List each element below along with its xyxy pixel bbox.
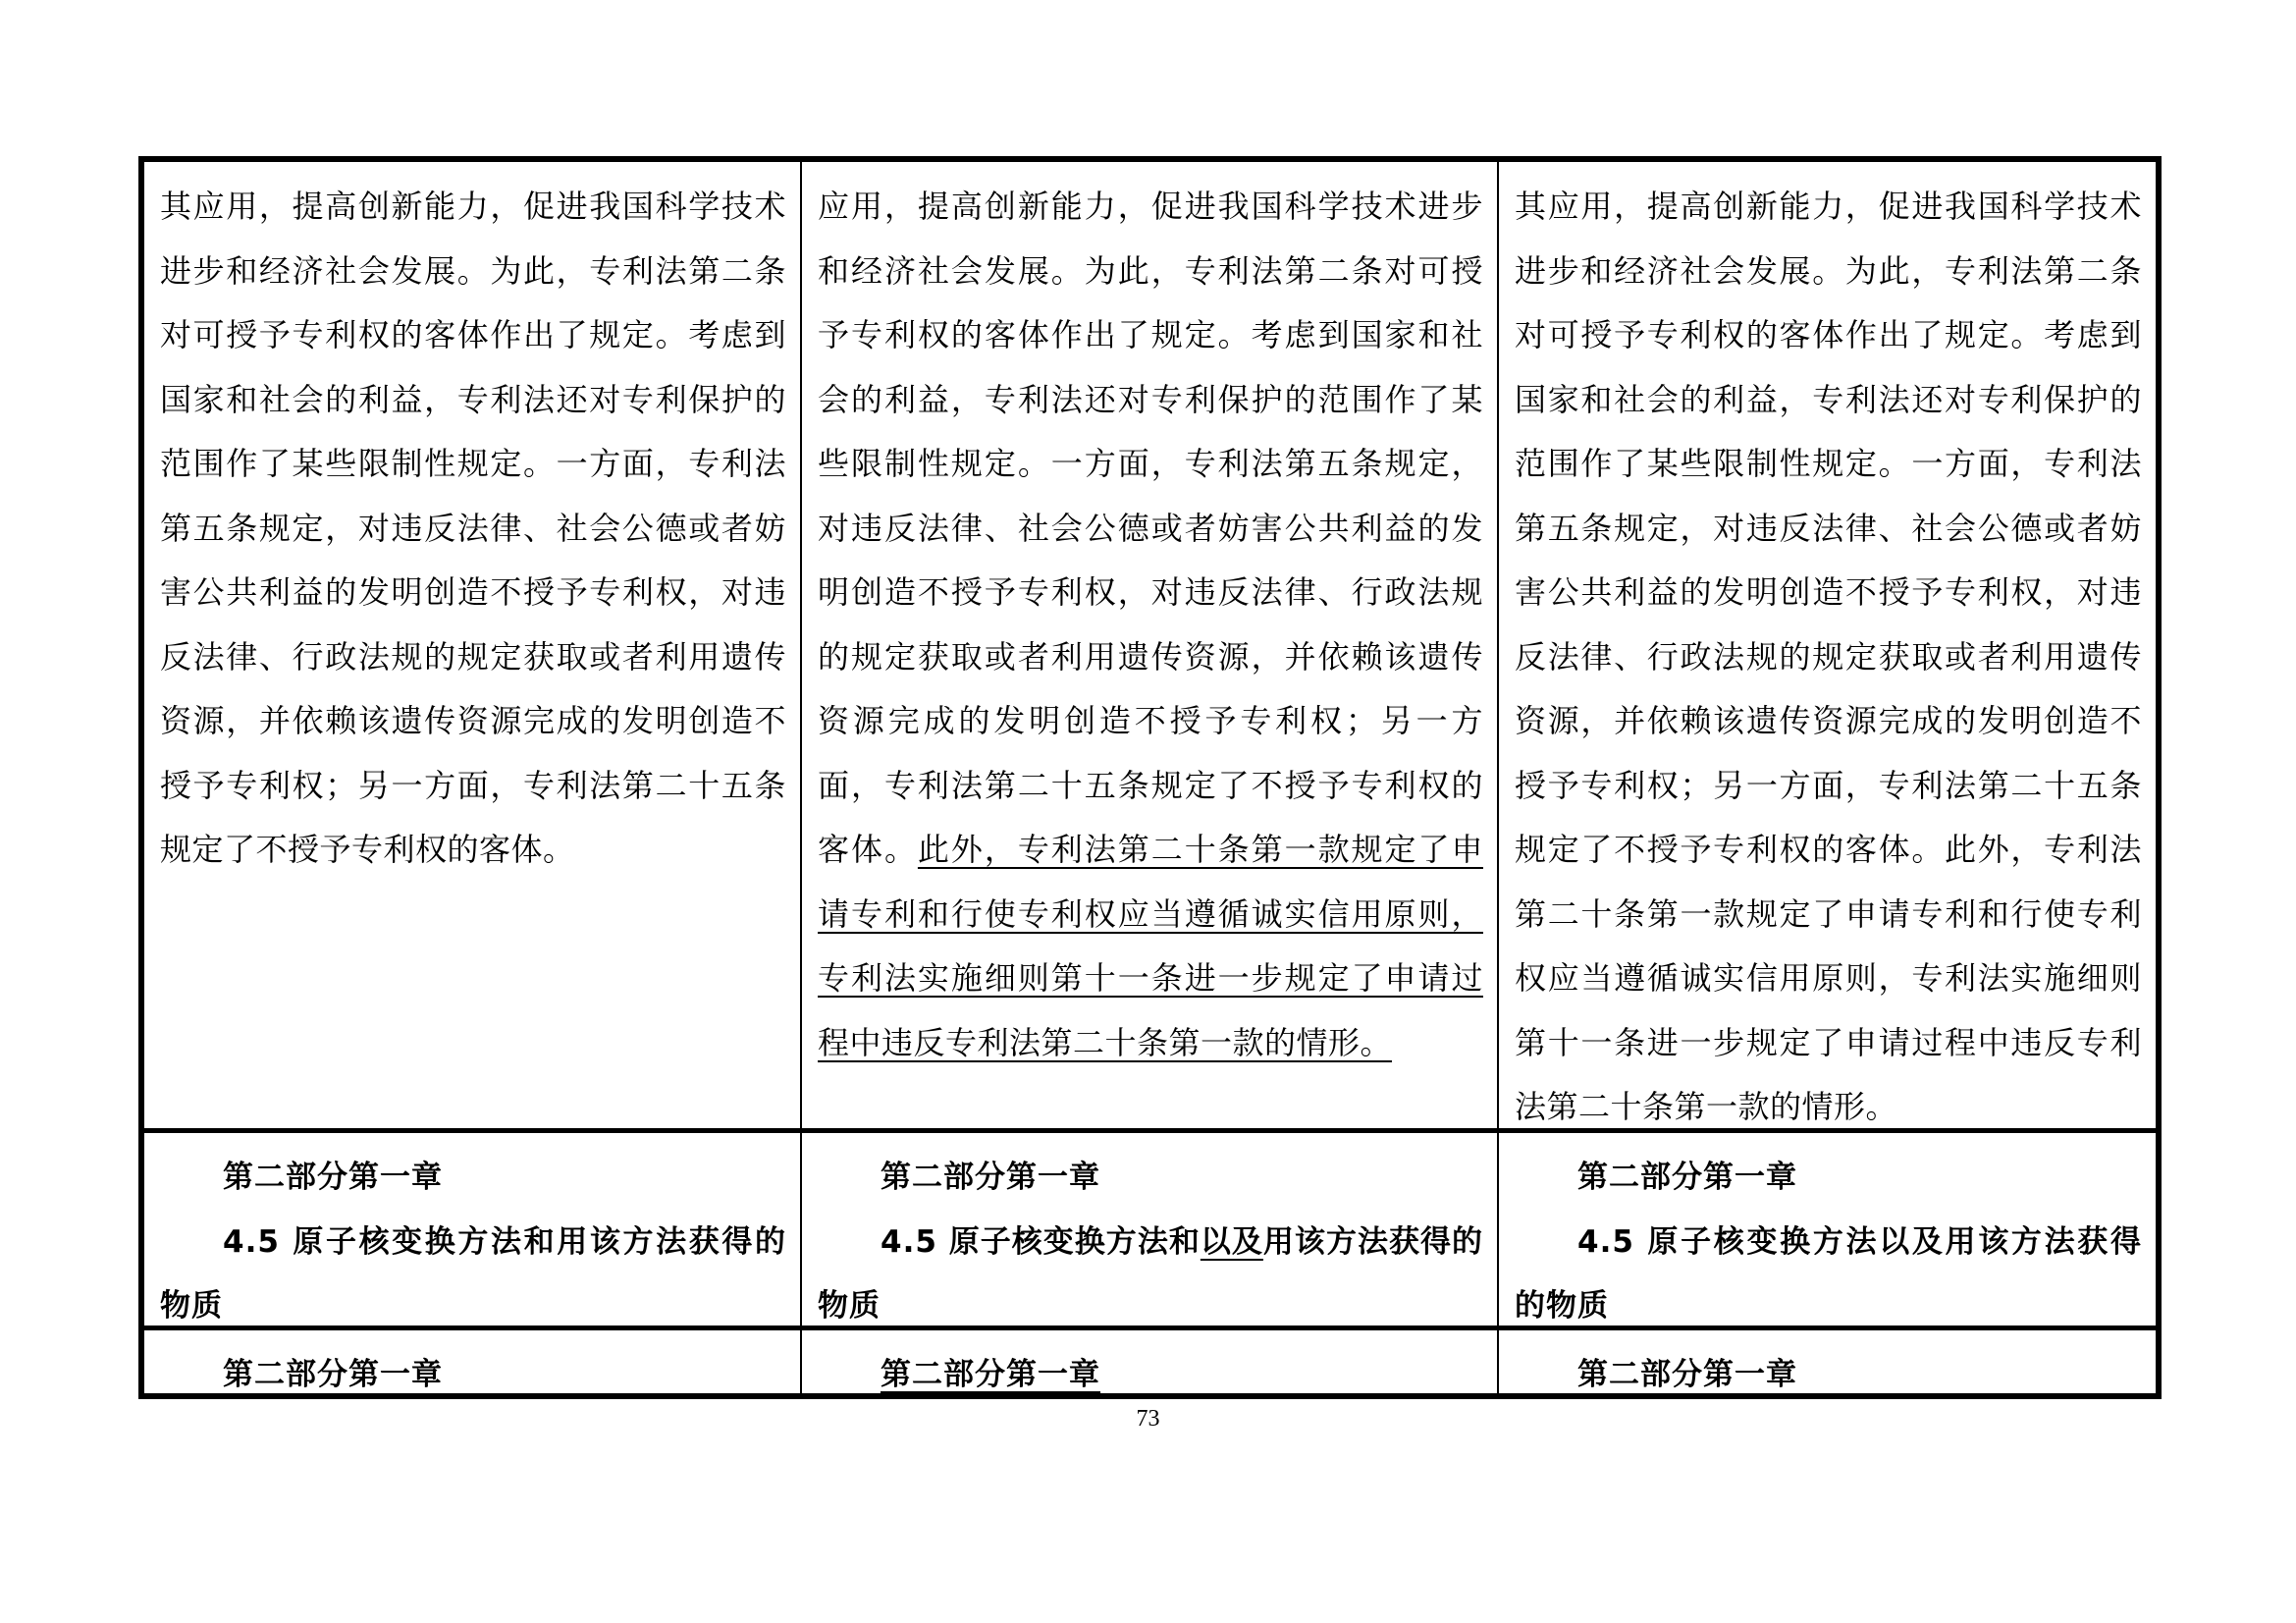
cell-original-chapter xyxy=(144,1330,802,1393)
original-paragraph: 其应用，提高创新能力，促进我国科学技术进步和经济社会发展。为此，专利法第二条对可授予专利权的客体作出了规定。考虑到国家和社会的利益，专利法还对专利保护的范围作了某些限制性规定。一方面，专利法第五条规定，对违反法律、社会公德或者妨害公共利益的发明创造不授予专利权，对违反法律、行政法规的规定获取或者利用遗传资源，并依赖该遗传资源完成的发明创造不授予专利权；另一方面，专利法第二十五条规定了不授予专利权的客体。 xyxy=(160,188,786,868)
revised-paragraph-underlined-addition: 此外，专利法第二十条第一款规定了申请专利和行使专利权应当遵循诚实信用原则，专利法实施细则第十一条进一步规定了申请过程中违反专利法第二十条第一款的情形。 xyxy=(818,831,1483,1061)
cell-clean-heading xyxy=(1499,1133,2156,1330)
page-number: 73 xyxy=(1136,1406,1160,1432)
revised-paragraph-text: 应用，提高创新能力，促进我国科学技术进步和经济社会发展。为此，专利法第二条对可授予专利权的客体作出了规定。考虑到国家和社会的利益，专利法还对专利保护的范围作了某些限制性规定。一方面，专利法第五条规定，对违反法律、社会公德或者妨害公共利益的发明创造不授予专利权，对违反法律、行政法规的规定获取或者利用遗传资源，并依赖该遗传资源完成的发明创造不授予专利权；另一方面，专利法第二十五条规定了不授予专利权的客体。 xyxy=(818,188,1483,868)
cell-original-heading xyxy=(144,1133,802,1330)
section-heading xyxy=(818,1211,1483,1331)
cell-original-text xyxy=(144,162,802,1133)
section-heading-underlined: 以及 xyxy=(1200,1223,1263,1260)
chapter-label: 第二部分第一章 xyxy=(1577,1357,1797,1392)
comparison-table xyxy=(138,156,2162,1399)
section-heading: 4.5 原子核变换方法和用该方法获得的物质 xyxy=(160,1223,786,1324)
section-heading-after: 用该方法获得的物质 xyxy=(818,1223,1484,1324)
chapter-label: 第二部分第一章 xyxy=(881,1357,1100,1392)
chapter-label: 第二部分第一章 xyxy=(223,1357,443,1392)
revised-paragraph xyxy=(818,175,1483,1075)
cell-revised-heading xyxy=(802,1133,1499,1330)
chapter-label: 第二部分第一章 xyxy=(223,1160,443,1195)
chapter-label: 第二部分第一章 xyxy=(1577,1160,1797,1195)
cell-clean-chapter xyxy=(1499,1330,2156,1393)
cell-revised-chapter xyxy=(802,1330,1499,1393)
cell-clean-text xyxy=(1499,162,2156,1133)
clean-paragraph: 其应用，提高创新能力，促进我国科学技术进步和经济社会发展。为此，专利法第二条对可授予专利权的客体作出了规定。考虑到国家和社会的利益，专利法还对专利保护的范围作了某些限制性规定。一方面，专利法第五条规定，对违反法律、社会公德或者妨害公共利益的发明创造不授予专利权，对违反法律、行政法规的规定获取或者利用遗传资源，并依赖该遗传资源完成的发明创造不授予专利权；另一方面，专利法第二十五条规定了不授予专利权的客体。此外，专利法第二十条第一款规定了申请专利和行使专利权应当遵循诚实信用原则，专利法实施细则第十一条进一步规定了申请过程中违反专利法第二十条第一款的情形。 xyxy=(1515,188,2142,1125)
section-heading: 4.5 原子核变换方法以及用该方法获得的物质 xyxy=(1515,1223,2142,1324)
chapter-label: 第二部分第一章 xyxy=(881,1160,1100,1195)
section-heading-before: 4.5 原子核变换方法和 xyxy=(881,1223,1201,1260)
cell-revised-text xyxy=(802,162,1499,1133)
